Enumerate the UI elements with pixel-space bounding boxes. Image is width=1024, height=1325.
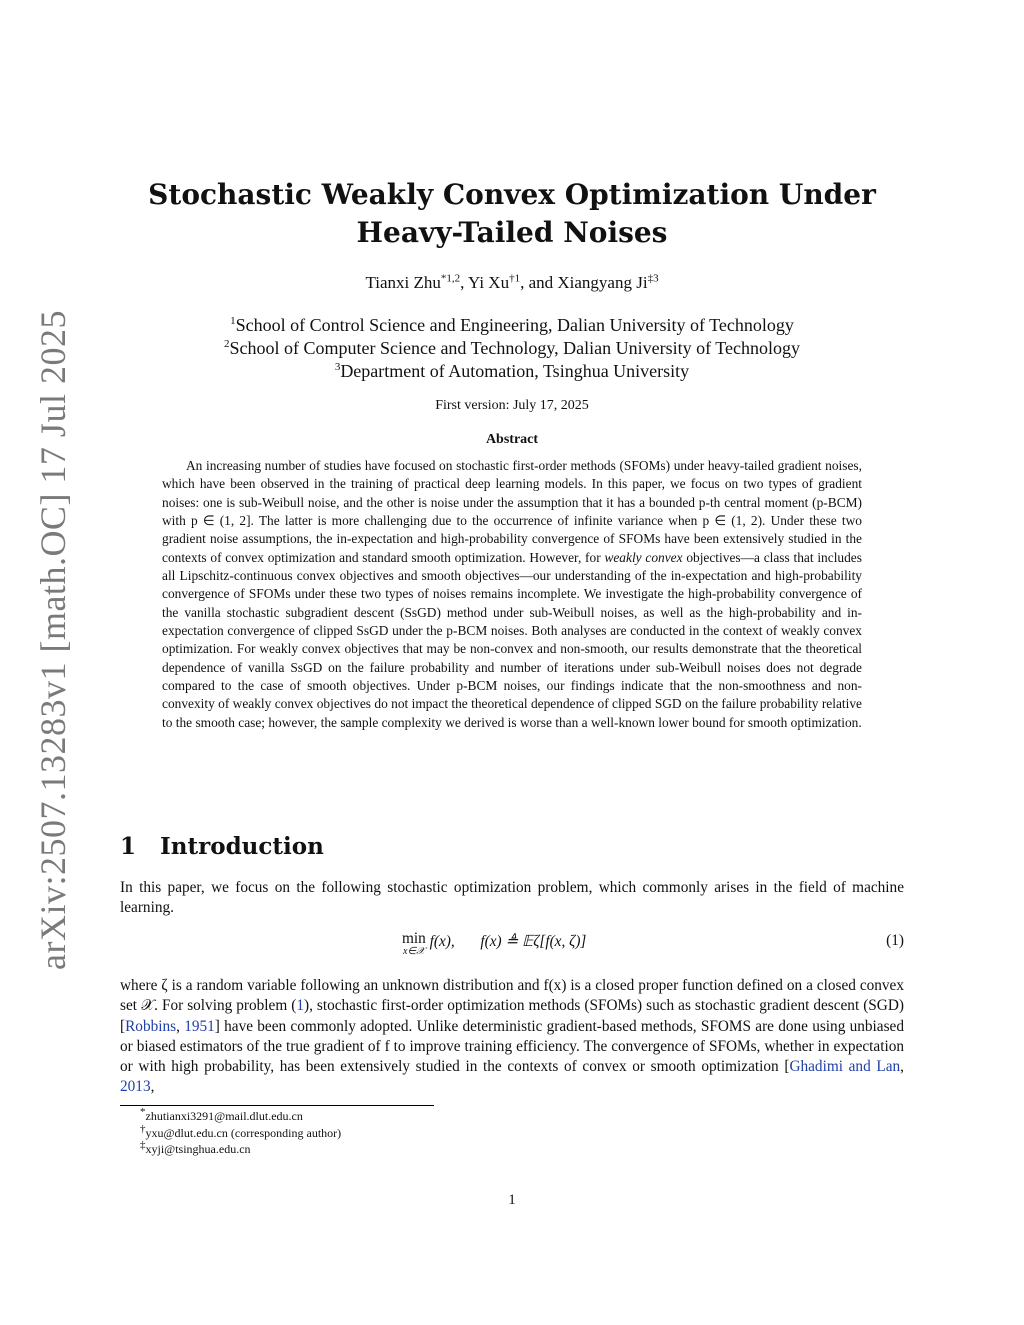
affiliation-text: School of Control Science and Engineering, Dalian University of Technology (235, 315, 794, 335)
footnote (140, 1122, 342, 1142)
footnote (140, 1108, 341, 1125)
affiliation-list (120, 314, 904, 383)
affiliation (120, 337, 904, 360)
title-line-1: Stochastic Weakly Convex Optimization Under (148, 178, 876, 211)
abstract-heading: Abstract (485, 432, 539, 447)
abstract-emphasis: weakly convex (604, 549, 683, 565)
footnote-mark: † (140, 1122, 146, 1135)
author-list (120, 273, 904, 293)
paper-title (120, 176, 904, 252)
footnote-divider (120, 1105, 434, 1106)
equation-min: min (402, 930, 426, 947)
affiliation (120, 360, 904, 383)
footnote-mark: ‡ (140, 1139, 146, 1151)
author-name: Tianxi Zhu (365, 273, 441, 292)
affiliation (120, 314, 904, 337)
footnote-text: yxu@dlut.edu.cn (corresponding author) (145, 1125, 342, 1140)
citation-separator: , (900, 1058, 904, 1076)
section-number: 1 (120, 833, 137, 860)
footnote-text: zhutianxi3291@mail.dlut.edu.cn (145, 1109, 303, 1123)
equation-objective: f(x), (429, 933, 455, 950)
title-line-2: Heavy-Tailed Noises (356, 216, 668, 249)
affiliation-text: Department of Automation, Tsinghua University (340, 361, 690, 381)
affiliation-mark: 2 (223, 338, 230, 350)
affiliation-text: School of Computer Science and Technology, Dalian University of Technology (229, 338, 801, 358)
equation-label: (1) (886, 932, 904, 949)
footnote-list (140, 1108, 341, 1158)
version-date: First version: July 17, 2025 (435, 398, 589, 413)
equation-definition: f(x) ≜ 𝔼ζ[f(x, ζ)] (480, 933, 587, 950)
author-mark: *1,2 (440, 272, 461, 285)
section-heading (120, 833, 324, 860)
equation-min-subscript: x∈𝒳 (403, 946, 425, 957)
section-title-text: Introduction (160, 833, 324, 860)
abstract-text-part-2: objectives—a class that includes all Lipschitz-continuous convex objectives and smooth objectives—our understanding of the in-expectation and high-probability convergence of SFOMs under these two types of noises remains incomplete. We investigate the high-probability convergence of the vanilla stochastic subgradient descent (SsGD) method under sub-Weibull noises, as well as the high-probability and in-expectation convergence of clipped SsGD under the p-BCM noises. Both analyses are conducted in the context of weakly convex optimization. For weakly convex objectives that may be non-convex and non-smooth, our results demonstrate that the theoretical dependence of vanilla SsGD on the failure probability and number of iterations under sub-Weibull noises does not degrade compared to the case of smooth objectives. Under p-BCM noises, our findings indicate that the non-smoothness and non-convexity of weakly convex objectives do not impact the theoretical dependence of clipped SGD on the failure probability relative to the smooth case; however, the sample complexity we derived is worse than a well-known lower bound for smooth optimization. (162, 549, 862, 730)
intro-paragraph-2 (120, 976, 904, 1098)
abstract-text-part-1: An increasing number of studies have focused on stochastic first-order methods (SFOMs) under heavy-tailed gradient noises, which have been observed in the training of practical deep learning models. In this paper, we focus on two types of gradient noises: one is sub-Weibull noise, and the other is noise under the assumption that it has a bounded p-th central moment (p-BCM) with p ∈ (1, 2]. The latter is more challenging due to the occurrence of infinite variance when p ∈ (1, 2). Under these two gradient noise assumptions, the in-expectation and high-probability convergence of SFOMs have been extensively studied in the contexts of convex optimization and standard smooth optimization. However, for (162, 458, 862, 565)
citation-year-link-ghadimi-lan[interactable]: 2013 (120, 1078, 151, 1096)
author-separator: , and (520, 273, 558, 292)
intro-text: ), stochastic first-order optimization methods (SFOMs) such as stochastic gradient descent (SGD) [ (120, 997, 904, 1035)
citation-link-robbins[interactable]: Robbins (125, 1017, 177, 1035)
author-mark: ‡3 (647, 272, 659, 285)
intro-text: ] have been commonly adopted. Unlike deterministic gradient-based methods, SFOMS are done using unbiased or biased estimators of the true gradient of f to improve training efficiency. The convergence of SFOMs, whether in expectation or with high probability, has been extensively studied in the contexts of convex or smooth optimization [ (120, 1017, 904, 1076)
author-mark: †1 (509, 272, 521, 285)
author-name: Xiangyang Ji (557, 273, 648, 292)
equation-reference-link[interactable]: 1 (296, 997, 304, 1015)
equation-body (402, 932, 586, 958)
intro-paragraph-1: In this paper, we focus on the following stochastic optimization problem, which commonly arises in the field of machine learning. (120, 879, 904, 917)
affiliation-mark: 3 (334, 361, 341, 373)
affiliation-mark: 1 (230, 315, 236, 327)
author-name: Yi Xu (467, 273, 510, 292)
equation-min-operator (402, 932, 426, 958)
equation-1 (120, 932, 904, 966)
page-number: 1 (508, 1192, 516, 1208)
arxiv-identifier-stamp: arXiv:2507.13283v1 [math.OC] 17 Jul 2025 (33, 310, 73, 970)
footnote (140, 1141, 341, 1158)
citation-separator: , (176, 1017, 185, 1035)
citation-link-ghadimi-lan[interactable]: Ghadimi and Lan (789, 1058, 901, 1076)
intro-text: , (150, 1078, 155, 1096)
author-separator: , (460, 273, 468, 292)
abstract-body (162, 457, 862, 732)
footnote-mark: * (140, 1106, 146, 1118)
citation-year-link-robbins[interactable]: 1951 (184, 1017, 215, 1035)
intro-text: where ζ is a random variable following an unknown distribution and f(x) is a closed proper function defined on a closed convex set 𝒳. For solving problem ( (120, 977, 904, 1015)
footnote-text: xyji@tsinghua.edu.cn (145, 1142, 251, 1156)
